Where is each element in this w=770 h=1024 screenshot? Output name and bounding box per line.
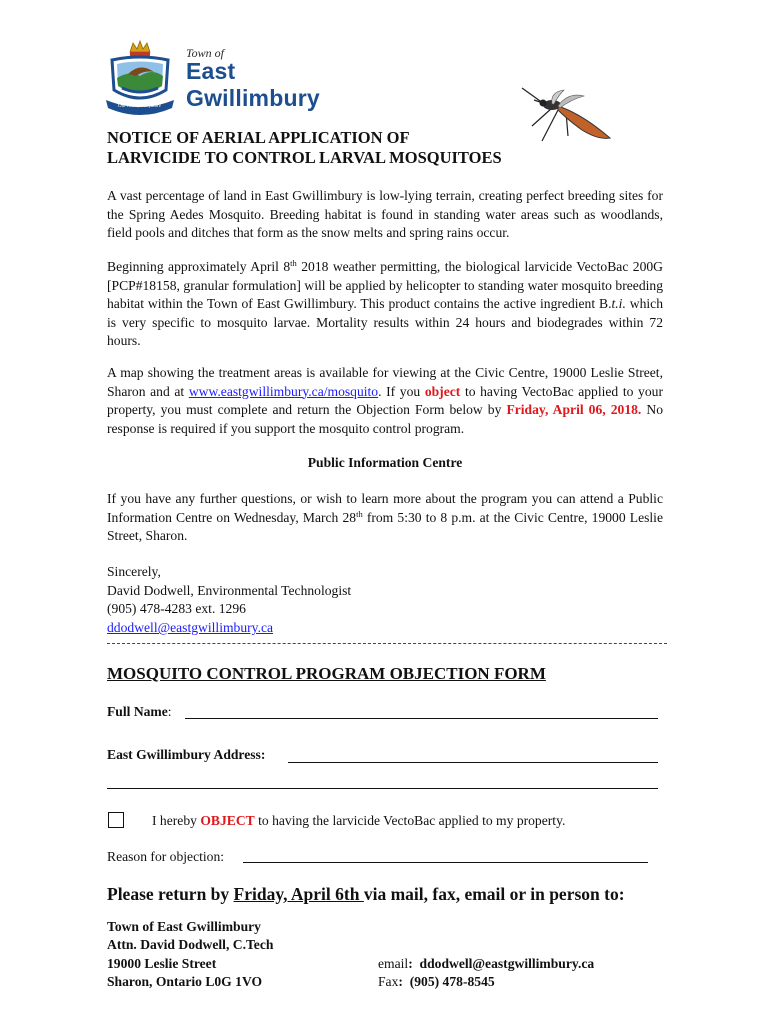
email-value: ddodwell@eastgwillimbury.ca	[419, 956, 595, 971]
contact-email: email: ddodwell@eastgwillimbury.ca	[378, 956, 595, 971]
full-name-colon: :	[167, 704, 172, 719]
return-text-a: Please return by	[107, 884, 234, 904]
object-text-a: I hereby	[152, 813, 201, 828]
logo-motto: Our roots, Our future	[118, 104, 161, 109]
return-text-b: via mail, fax, email or in person to:	[363, 884, 625, 904]
address-line-2: Attn. David Dodwell, C.Tech	[107, 937, 274, 953]
mailing-address	[107, 918, 273, 991]
object-statement	[152, 813, 565, 829]
return-date: Friday, April 6th	[233, 884, 364, 904]
address-input-line-1[interactable]	[288, 762, 658, 763]
notice-title-line1: NOTICE OF AERIAL APPLICATION OF	[107, 128, 410, 147]
para3-text-b: . If you	[378, 383, 425, 399]
para2-italic: t.i.	[611, 296, 626, 312]
reason-input-line[interactable]	[243, 862, 648, 863]
object-emphasis: object	[424, 383, 461, 399]
address-line-1: Town of East Gwillimbury	[107, 919, 261, 934]
object-checkbox[interactable]	[108, 812, 124, 828]
full-name-label: Full Name	[107, 704, 168, 719]
signer-email-link[interactable]: ddodwell@eastgwillimbury.ca	[107, 620, 274, 636]
address-line-4: Sharon, Ontario L0G 1VO	[107, 973, 263, 989]
crest-icon	[100, 38, 184, 122]
logo-town-of: Town of	[186, 46, 224, 60]
para4-text-b: from 5:30 to 8 p.m. at the Civic Centre, 19000 Leslie Street, Sharon.	[107, 509, 663, 544]
para2-text-a: Beginning approximately April 8	[107, 259, 291, 274]
form-title: MOSQUITO CONTROL PROGRAM OBJECTION FORM	[107, 664, 546, 683]
para3-text-a: A map showing the treatment areas is available for viewing at the Civic Centre, 19000 Leslie Street, Sharon and at	[107, 365, 663, 399]
para2-text-b: 2018 weather permitting, the biological larvicide VectoBac 200G [PCP#18158, granular formulation] will be applied by helicopter to standing water mosquito breeding habitat within the Town of East Gwillimbury. This product contains the active ingredient B.	[107, 259, 663, 312]
logo-town-name: East Gwillimbury	[186, 58, 320, 111]
map-paragraph	[107, 364, 663, 438]
application-paragraph	[107, 258, 663, 351]
para4-text-a: If you have any further questions, or wish to learn more about the program you can attend a Public Information Centre on Wednesday, March 28	[107, 491, 663, 525]
address-label: East Gwillimbury Address:	[107, 747, 266, 762]
sincerely: Sincerely,	[107, 564, 161, 579]
full-name-field-label	[107, 703, 172, 721]
signer-phone: (905) 478-4283 ext. 1296	[107, 601, 246, 617]
para3-text-c: to having VectoBac applied to your property, you must complete and return the Objection Form below by	[107, 383, 663, 418]
return-instructions	[107, 884, 625, 905]
signer-name: David Dodwell, Environmental Technologist	[107, 582, 352, 598]
reason-label: Reason for objection:	[107, 849, 225, 864]
cut-line	[107, 643, 667, 644]
para2-sup: th	[290, 258, 297, 268]
signature-block	[107, 563, 351, 638]
address-line-3: 19000 Leslie Street	[107, 955, 217, 971]
intro-paragraph: A vast percentage of land in East Gwillimbury is low-lying terrain, creating perfect breeding sites for the Spring Aedes Mosquito. Breeding habitat is found in standing water areas such as woodlands, field pools and ditches that form as the snow melts and spring rains occur.	[107, 188, 663, 241]
full-name-input-line[interactable]	[185, 718, 658, 719]
fax-key: Fax	[378, 974, 399, 990]
pic-paragraph	[107, 490, 663, 546]
para4-sup: th	[356, 508, 363, 519]
fax-value: (905) 478-8545	[409, 974, 495, 990]
email-key: email	[378, 956, 409, 971]
address-input-line-2[interactable]	[107, 788, 658, 789]
pic-heading: Public Information Centre	[307, 455, 463, 470]
notice-title	[107, 128, 667, 168]
para2-text-c: which is very specific to mosquito larvae. Mortality results within 24 hours and biodegrades within 72 hours.	[107, 296, 663, 349]
town-logo	[100, 38, 340, 122]
object-word: OBJECT	[200, 813, 255, 828]
contact-fax: Fax: (905) 478-8545	[378, 974, 495, 990]
para3-text-d: No response is required if you support the mosquito control program.	[107, 402, 664, 436]
object-text-b: to having the larvicide VectoBac applied to my property.	[254, 813, 566, 828]
contact-block	[378, 955, 594, 992]
mosquito-page-link[interactable]: www.eastgwillimbury.ca/mosquito	[188, 383, 379, 399]
deadline-emphasis: Friday, April 06, 2018.	[506, 402, 642, 418]
notice-title-line2: LARVICIDE TO CONTROL LARVAL MOSQUITOES	[107, 148, 502, 167]
